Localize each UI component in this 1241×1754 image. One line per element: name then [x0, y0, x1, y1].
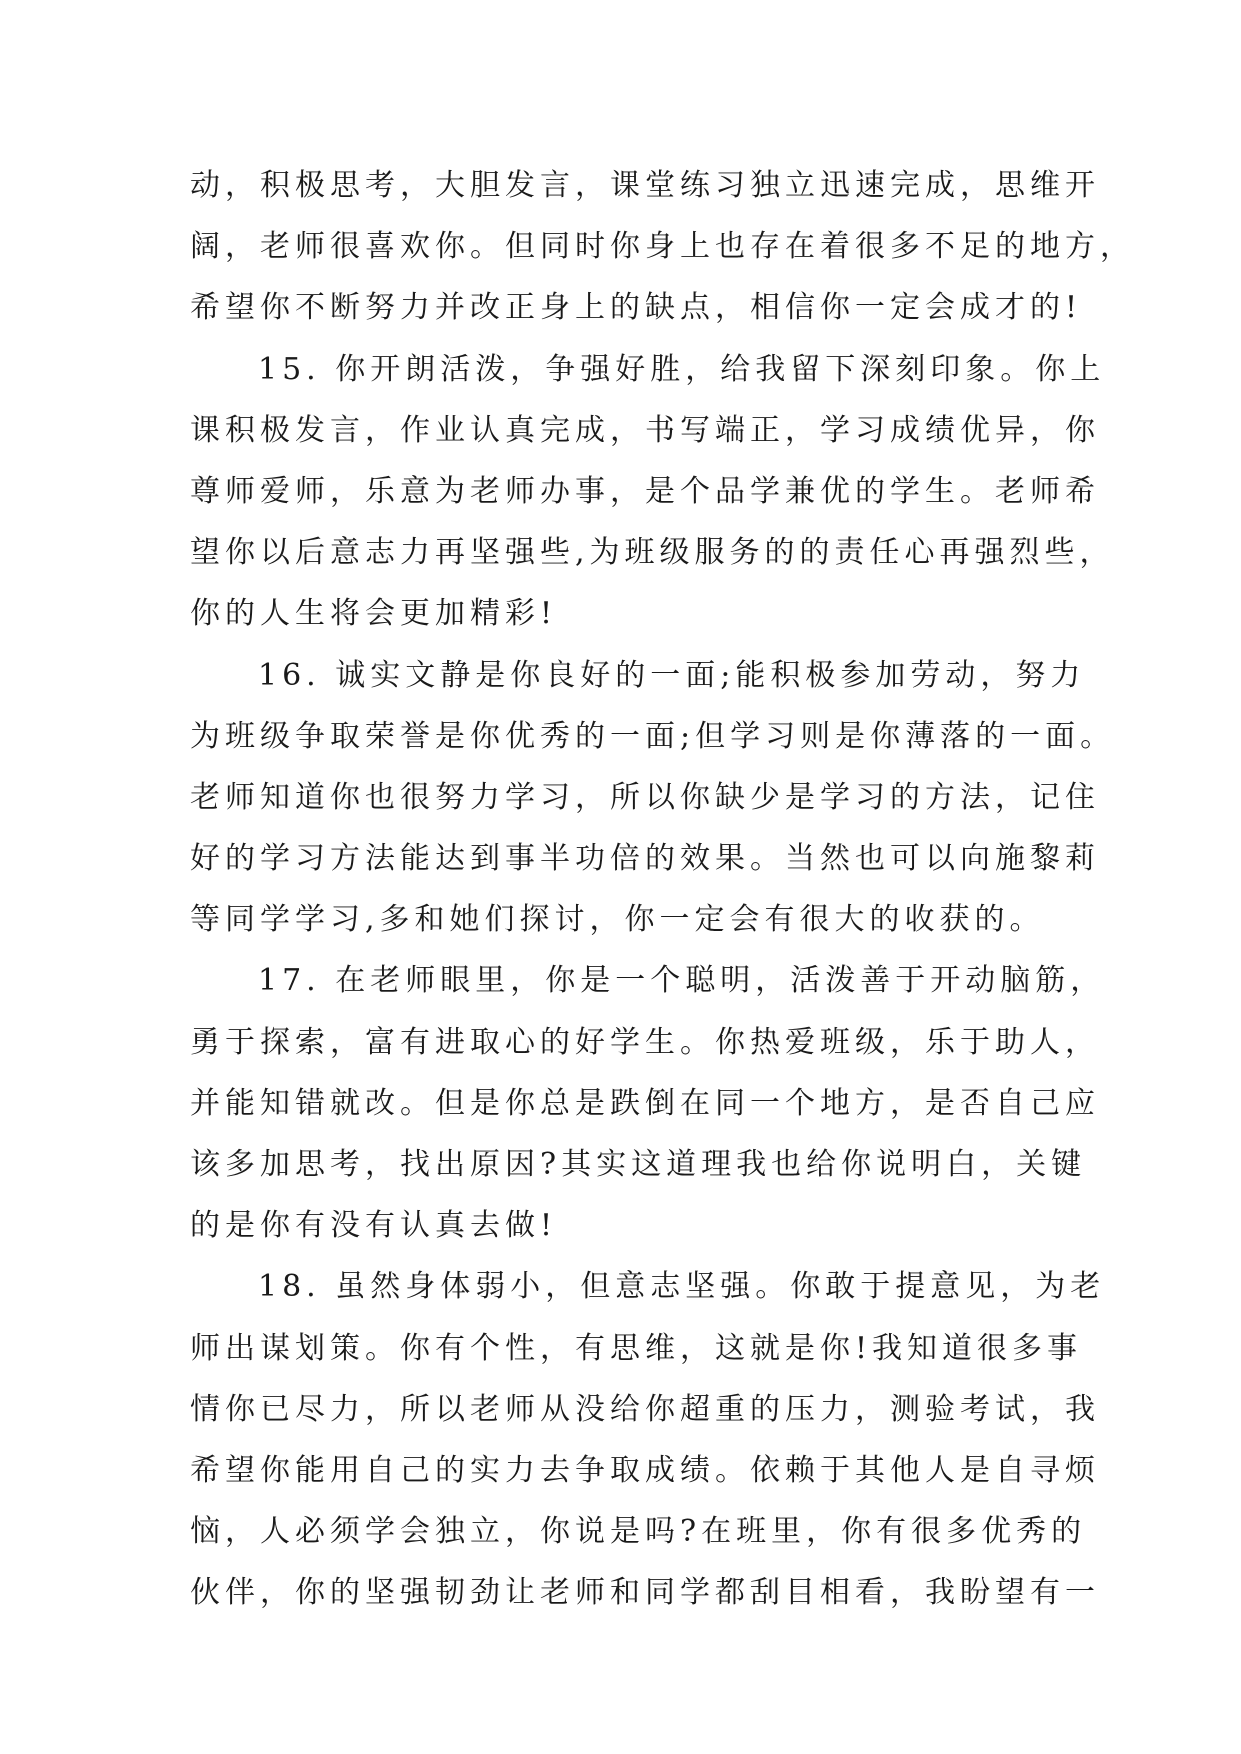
text-line: 希望你不断努力并改正身上的缺点，相信你一定会成才的! [190, 290, 1083, 326]
text-line: 师出谋划策。你有个性，有思维，这就是你!我知道很多事 [190, 1330, 1083, 1366]
paragraph-first-line: 18. 虽然身体弱小，但意志坚强。你敢于提意见，为老 [258, 1269, 1106, 1305]
text-line: 的是你有没有认真去做! [190, 1208, 558, 1244]
text-line: 并能知错就改。但是你总是跌倒在同一个地方，是否自己应 [190, 1085, 1100, 1121]
text-line: 为班级争取荣誉是你优秀的一面;但学习则是你薄落的一面。 [190, 718, 1116, 754]
text-line: 伙伴，你的坚强韧劲让老师和同学都刮目相看，我盼望有一 [190, 1575, 1100, 1611]
text-line: 阔，老师很喜欢你。但同时你身上也存在着很多不足的地方， [190, 229, 1135, 265]
text-line: 勇于探索，富有进取心的好学生。你热爱班级，乐于助人， [190, 1024, 1100, 1060]
document-body [190, 155, 1135, 1624]
text-line: 情你已尽力，所以老师从没给你超重的压力，测验考试，我 [190, 1391, 1100, 1427]
text-line: 尊师爱师，乐意为老师办事，是个品学兼优的学生。老师希 [190, 473, 1100, 509]
text-line: 望你以后意志力再坚强些,为班级服务的的责任心再强烈些， [190, 535, 1115, 571]
text-line: 课积极发言，作业认真完成，书写端正，学习成绩优异，你 [190, 412, 1100, 448]
text-line: 恼，人必须学会独立，你说是吗?在班里，你有很多优秀的 [190, 1514, 1087, 1550]
text-line: 希望你能用自己的实力去争取成绩。依赖于其他人是自寻烦 [190, 1452, 1100, 1488]
text-line: 你的人生将会更加精彩! [190, 596, 558, 632]
paragraph-first-line: 15. 你开朗活泼，争强好胜，给我留下深刻印象。你上 [258, 351, 1106, 387]
text-line: 好的学习方法能达到事半功倍的效果。当然也可以向施黎莉 [190, 841, 1100, 877]
text-line: 等同学学习,多和她们探讨，你一定会有很大的收获的。 [190, 902, 1045, 938]
text-line: 动，积极思考，大胆发言，课堂练习独立迅速完成，思维开 [190, 168, 1100, 203]
paragraph-first-line: 17. 在老师眼里，你是一个聪明，活泼善于开动脑筋， [258, 963, 1106, 999]
text-line: 该多加思考，找出原因?其实这道理我也给你说明白，关键 [190, 1147, 1087, 1182]
text-line: 老师知道你也很努力学习，所以你缺少是学习的方法，记住 [190, 779, 1100, 815]
paragraph-first-line: 16. 诚实文静是你良好的一面;能积极参加劳动，努力 [258, 657, 1086, 693]
